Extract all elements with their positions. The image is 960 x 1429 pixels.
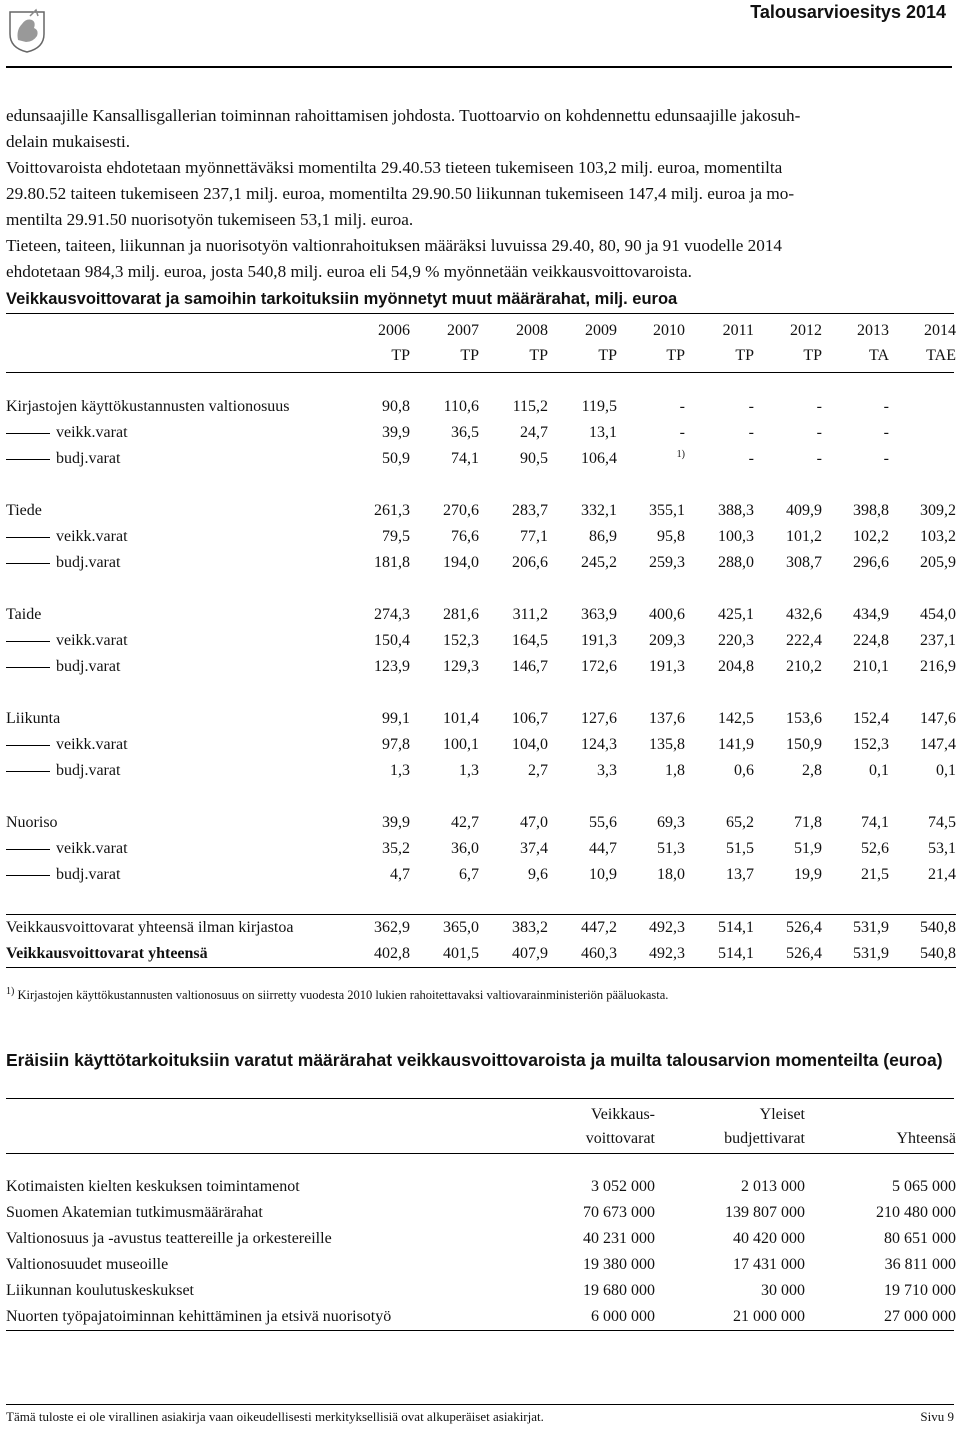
table-cell: 90,8 — [382, 398, 410, 415]
row-label — [6, 836, 361, 862]
table-cell: 281,6 — [443, 606, 479, 623]
table-cell: 40 420 000 — [733, 1230, 805, 1247]
table-cell: 210 480 000 — [876, 1204, 956, 1221]
em-dash-marker — [6, 771, 50, 772]
intro-text — [6, 103, 956, 285]
table-cell: 332,1 — [581, 502, 617, 519]
row-label — [6, 446, 361, 472]
table-cell: 18,0 — [657, 866, 685, 883]
table-cell: 103,2 — [920, 528, 956, 545]
row-label-text: budj.varat — [56, 762, 121, 779]
table-cell: - — [816, 450, 822, 467]
table-cell: 142,5 — [718, 710, 754, 727]
col-header-types: TP — [598, 346, 617, 364]
table-row — [6, 628, 956, 654]
table-cell: 99,1 — [382, 710, 410, 727]
table-row — [6, 810, 956, 836]
col-header-types: TP — [666, 346, 685, 364]
table-cell: 115,2 — [512, 398, 548, 415]
table-cell: 129,3 — [443, 658, 479, 675]
row-label-text: Taide — [6, 606, 42, 623]
table-cell: 152,3 — [853, 736, 889, 753]
table-cell: 492,3 — [617, 941, 685, 968]
col-header-types: TP — [460, 346, 479, 364]
row-label — [6, 862, 361, 888]
table-cell: 460,3 — [548, 941, 617, 968]
table-cell: 19,9 — [794, 866, 822, 883]
table-cell: 86,9 — [589, 528, 617, 545]
table-cell: 17 431 000 — [733, 1256, 805, 1273]
table-cell: 6,7 — [459, 866, 479, 883]
col-header-years: 2010 — [653, 321, 685, 339]
footer-disclaimer: Tämä tuloste ei ole virallinen asiakirja vaan oikeudellisesti merkityksellisiä ovat alkuperäiset asiakirjat. — [6, 1409, 544, 1424]
em-dash-marker — [6, 667, 50, 668]
table-cell: 69,3 — [657, 814, 685, 831]
table-cell: 365,0 — [410, 915, 479, 942]
col-header-types: TP — [391, 346, 410, 364]
table-cell: 181,8 — [374, 554, 410, 571]
row-label — [6, 758, 361, 784]
table-cell: 152,3 — [443, 632, 479, 649]
table-cell: 0,1 — [869, 762, 889, 779]
table-cell: 150,9 — [786, 736, 822, 753]
table-cell: 400,6 — [649, 606, 685, 623]
table-cell: 51,3 — [657, 840, 685, 857]
col-header-years: 2011 — [722, 321, 754, 339]
table-cell: - — [816, 424, 822, 441]
table-cell — [617, 446, 685, 472]
document-title: Talousarvioesitys 2014 — [750, 2, 946, 22]
row-label-text: veikk.varat — [56, 632, 128, 649]
col-header-years: 2009 — [585, 321, 617, 339]
row-label — [6, 524, 361, 550]
table-cell: 526,4 — [754, 915, 822, 942]
table-cell: 540,8 — [889, 941, 956, 968]
table-cell: 39,9 — [382, 424, 410, 441]
table-cell: - — [883, 424, 889, 441]
table-cell: 2,7 — [528, 762, 548, 779]
table-cell: 5 065 000 — [892, 1178, 956, 1195]
table-cell: 309,2 — [920, 502, 956, 519]
table-cell: 44,7 — [589, 840, 617, 857]
table-cell: 79,5 — [382, 528, 410, 545]
table-row — [6, 654, 956, 680]
page-number: Sivu 9 — [920, 1409, 954, 1424]
table-cell: 100,3 — [718, 528, 754, 545]
table-cell: 21,5 — [861, 866, 889, 883]
table-cell: 53,1 — [928, 840, 956, 857]
table-cell: 52,6 — [861, 840, 889, 857]
footnote-ref: 1) — [676, 449, 685, 461]
table-cell: 123,9 — [374, 658, 410, 675]
table-cell: - — [883, 450, 889, 467]
row-label-text: Kirjastojen käyttökustannusten valtionosuus — [6, 398, 290, 415]
table-cell: 55,6 — [589, 814, 617, 831]
table-cell: - — [883, 398, 889, 415]
col-header-years: 2012 — [790, 321, 822, 339]
table1-footnote: $^{1)}$ Kirjastojen käyttökustannusten valtionosuus on siirretty vuodesta 2010 lukien rahoitettavaksi valtiovarainministeriön pääluokasta. — [6, 986, 669, 1003]
row-label — [6, 550, 361, 576]
row-label-text: Nuoriso — [6, 814, 58, 831]
table-row — [6, 706, 956, 732]
table-cell: 447,2 — [548, 915, 617, 942]
footer-divider — [6, 1404, 954, 1405]
table-cell: 206,6 — [512, 554, 548, 571]
row-label — [6, 810, 361, 836]
table-cell: 47,0 — [520, 814, 548, 831]
em-dash-marker — [6, 849, 50, 850]
row-label-text: veikk.varat — [56, 736, 128, 753]
table-row — [6, 524, 956, 550]
table-cell: 1,8 — [665, 762, 685, 779]
table2-bottom-rule — [6, 1330, 954, 1331]
table-cell: 222,4 — [786, 632, 822, 649]
row-label: Kotimaisten kielten keskuksen toimintamenot — [6, 1178, 300, 1195]
col-header-voittovarat: voittovarat — [585, 1130, 655, 1147]
row-label-text: budj.varat — [56, 866, 121, 883]
table-cell: 401,5 — [410, 941, 479, 968]
table-cell: 311,2 — [512, 606, 548, 623]
em-dash-marker — [6, 641, 50, 642]
table-cell: 95,8 — [657, 528, 685, 545]
table-cell: 106,4 — [581, 450, 617, 467]
table-cell: 21 000 000 — [733, 1308, 805, 1325]
col-header-types: TP — [803, 346, 822, 364]
table-cell: - — [748, 424, 754, 441]
row-label-text: Veikkausvoittovarat yhteensä — [6, 945, 208, 962]
row-label-text: Liikunta — [6, 710, 61, 727]
table-cell: 141,9 — [718, 736, 754, 753]
intro-paragraph-3: Tieteen, taiteen, liikunnan ja nuorisotyön valtionrahoituksen määräksi luvuissa 29.40, 80, 90 ja 91 vuodelle 2014 ehdotetaan 984,3 milj. euroa, josta 540,8 milj. euroa eli 54,9 % myönnetään veikkausvoittovaroista. — [6, 236, 783, 281]
table-cell: 398,8 — [853, 502, 889, 519]
table-cell: 104,0 — [512, 736, 548, 753]
table-cell: 526,4 — [754, 941, 822, 968]
table-row — [6, 1226, 956, 1252]
table-row — [6, 420, 956, 446]
table-cell: 540,8 — [889, 915, 956, 942]
table-cell: 210,1 — [853, 658, 889, 675]
col-header-yleiset: Yleiset — [759, 1106, 805, 1123]
table-cell: - — [748, 398, 754, 415]
table-cell: 36,5 — [451, 424, 479, 441]
col-header-types: TAE — [926, 346, 956, 364]
table-cell: - — [679, 424, 685, 441]
table-cell: 432,6 — [786, 606, 822, 623]
row-label-text: budj.varat — [56, 450, 121, 467]
table-cell: 51,5 — [726, 840, 754, 857]
table-cell: 3 052 000 — [591, 1178, 655, 1195]
table-cell: 296,6 — [853, 554, 889, 571]
table-cell: 2,8 — [802, 762, 822, 779]
row-label: Suomen Akatemian tutkimusmäärärahat — [6, 1204, 263, 1221]
table-cell — [889, 420, 956, 446]
table-cell: 36,0 — [451, 840, 479, 857]
em-dash-marker — [6, 563, 50, 564]
table-cell: 205,9 — [920, 554, 956, 571]
table-cell: 4,7 — [390, 866, 410, 883]
table-cell: - — [748, 450, 754, 467]
table-cell: 172,6 — [581, 658, 617, 675]
intro-paragraph-2: Voittovaroista ehdotetaan myönnettäväksi momentilta 29.40.53 tieteen tukemiseen 103,2 milj. euroa, momentilta 29.80.52 taiteen tukemiseen 237,1 milj. euroa, momentilta 29.90.50 liikunnan tukemiseen 147,4 milj. euroa ja mo- mentilta 29.91.50 nuorisotyön tukemiseen 53,1 milj. euroa. — [6, 158, 795, 229]
table-cell: 19 680 000 — [583, 1282, 655, 1299]
table-cell: 531,9 — [822, 941, 889, 968]
table-cell: 259,3 — [649, 554, 685, 571]
table-cell: 110,6 — [443, 398, 479, 415]
table-cell: 40 231 000 — [583, 1230, 655, 1247]
table-cell — [889, 394, 956, 420]
table-cell: 100,1 — [443, 736, 479, 753]
table-cell: 191,3 — [649, 658, 685, 675]
table-cell: 10,9 — [589, 866, 617, 883]
table-cell: - — [816, 398, 822, 415]
header-divider — [6, 66, 952, 68]
table-cell: 402,8 — [361, 941, 410, 968]
spacer-row — [6, 680, 956, 706]
table-cell: 0,6 — [734, 762, 754, 779]
table-cell: 3,3 — [597, 762, 617, 779]
table-cell: 19 380 000 — [583, 1256, 655, 1273]
table-cell: 383,2 — [479, 915, 548, 942]
table-cell: 531,9 — [822, 915, 889, 942]
table-cell: 283,7 — [512, 502, 548, 519]
table-cell: 36 811 000 — [884, 1256, 956, 1273]
spacer-row — [6, 784, 956, 810]
table-row — [6, 602, 956, 628]
table-cell: 6 000 000 — [591, 1308, 655, 1325]
table-cell: 146,7 — [512, 658, 548, 675]
table-cell: 147,4 — [920, 736, 956, 753]
table1-header-years — [6, 318, 956, 343]
col-header-years: 2014 — [924, 321, 956, 339]
col-header-years: 2007 — [447, 321, 479, 339]
table-cell: 77,1 — [520, 528, 548, 545]
row-label: Valtionosuus ja -avustus teattereille ja orkestereille — [6, 1230, 332, 1247]
table-cell: 27 000 000 — [884, 1308, 956, 1325]
row-label-text: veikk.varat — [56, 528, 128, 545]
col-header-budjettivarat: budjettivarat — [724, 1130, 805, 1147]
col-header-years: 2008 — [516, 321, 548, 339]
table-cell: 13,1 — [589, 424, 617, 441]
table-cell: 362,9 — [361, 915, 410, 942]
table-cell: 191,3 — [581, 632, 617, 649]
spacer-row — [6, 1148, 956, 1174]
table-row — [6, 1278, 956, 1304]
table-cell: 434,9 — [853, 606, 889, 623]
row-label-text: budj.varat — [56, 658, 121, 675]
table-cell: 147,6 — [920, 710, 956, 727]
col-header-types: TA — [868, 346, 889, 364]
table-cell: 237,1 — [920, 632, 956, 649]
row-label: Valtionosuudet museoille — [6, 1256, 169, 1273]
table-cell: 51,9 — [794, 840, 822, 857]
lion-crest-logo — [6, 4, 48, 54]
table-cell: 13,7 — [726, 866, 754, 883]
table-cell: 164,5 — [512, 632, 548, 649]
table-cell: 0,1 — [936, 762, 956, 779]
row-label-text: veikk.varat — [56, 424, 128, 441]
table-cell: 454,0 — [920, 606, 956, 623]
appropriations-table — [6, 318, 956, 968]
table-cell: 135,8 — [649, 736, 685, 753]
row-label — [6, 706, 361, 732]
table-cell: 409,9 — [786, 502, 822, 519]
row-label-text: Tiede — [6, 502, 42, 519]
table-cell: 288,0 — [718, 554, 754, 571]
table-row — [6, 1304, 956, 1330]
table1-header-types — [6, 343, 956, 368]
table-cell: - — [679, 398, 685, 415]
table-cell: 1,3 — [390, 762, 410, 779]
table-cell: 245,2 — [581, 554, 617, 571]
table-cell: 270,6 — [443, 502, 479, 519]
table-cell: 76,6 — [451, 528, 479, 545]
row-label-text: veikk.varat — [56, 840, 128, 857]
row-label — [6, 941, 361, 968]
row-label — [6, 915, 361, 942]
table-cell: 74,1 — [451, 450, 479, 467]
row-label — [6, 394, 361, 420]
table-cell: 150,4 — [374, 632, 410, 649]
row-label-text: budj.varat — [56, 554, 121, 571]
table-cell: 492,3 — [617, 915, 685, 942]
table-cell: 90,5 — [520, 450, 548, 467]
table-row — [6, 1252, 956, 1278]
table-cell: 1,3 — [459, 762, 479, 779]
em-dash-marker — [6, 459, 50, 460]
table-cell: 71,8 — [794, 814, 822, 831]
row-label — [6, 654, 361, 680]
table-cell: 514,1 — [685, 915, 754, 942]
table-row — [6, 1200, 956, 1226]
row-label-text: Veikkausvoittovarat yhteensä ilman kirjastoa — [6, 919, 294, 936]
table-cell: 19 710 000 — [884, 1282, 956, 1299]
spacer-row — [6, 888, 956, 915]
table2-header-row-2 — [6, 1124, 956, 1148]
table-cell: 42,7 — [451, 814, 479, 831]
table2-header-row-1 — [6, 1100, 956, 1124]
table-cell: 139 807 000 — [725, 1204, 805, 1221]
table-cell: 127,6 — [581, 710, 617, 727]
row-label: Liikunnan koulutuskeskukset — [6, 1282, 194, 1299]
table-cell: 153,6 — [786, 710, 822, 727]
table-cell: 220,3 — [718, 632, 754, 649]
col-header-types: TP — [735, 346, 754, 364]
spacer-row — [6, 576, 956, 602]
spacer-row — [6, 472, 956, 498]
table-cell: 119,5 — [581, 398, 617, 415]
table-row — [6, 862, 956, 888]
table-cell: 35,2 — [382, 840, 410, 857]
table-cell: 152,4 — [853, 710, 889, 727]
row-label — [6, 732, 361, 758]
table-cell: 37,4 — [520, 840, 548, 857]
table-cell: 194,0 — [443, 554, 479, 571]
table-row — [6, 550, 956, 576]
table-row — [6, 446, 956, 472]
table-cell: 50,9 — [382, 450, 410, 467]
table-cell: 65,2 — [726, 814, 754, 831]
table1-title: Veikkausvoittovarat ja samoihin tarkoituksiin myönnetyt muut määrärahat, milj. euroa — [6, 290, 678, 308]
col-header-yhteensa: Yhteensä — [896, 1130, 956, 1147]
table-cell: 209,3 — [649, 632, 685, 649]
col-header-types: TP — [529, 346, 548, 364]
table-cell: 210,2 — [786, 658, 822, 675]
row-label — [6, 628, 361, 654]
table-cell: 308,7 — [786, 554, 822, 571]
table-row — [6, 1174, 956, 1200]
table-cell: 261,3 — [374, 502, 410, 519]
table-cell: 101,2 — [786, 528, 822, 545]
table-cell: 21,4 — [928, 866, 956, 883]
table-row — [6, 836, 956, 862]
table-row — [6, 498, 956, 524]
table-cell: 24,7 — [520, 424, 548, 441]
row-label — [6, 602, 361, 628]
table-cell: 39,9 — [382, 814, 410, 831]
earmarked-appropriations-table — [6, 1100, 956, 1330]
row-label: Nuorten työpajatoiminnan kehittäminen ja etsivä nuorisotyö — [6, 1308, 392, 1325]
table-cell: 425,1 — [718, 606, 754, 623]
em-dash-marker — [6, 745, 50, 746]
table-cell: 388,3 — [718, 502, 754, 519]
table-cell: 224,8 — [853, 632, 889, 649]
table-cell: 355,1 — [649, 502, 685, 519]
em-dash-marker — [6, 433, 50, 434]
table2-title: Eräisiin käyttötarkoituksiin varatut määrärahat veikkausvoittovaroista ja muilta talousarvion momenteilta (euroa) — [6, 1050, 943, 1070]
table-cell — [889, 446, 956, 472]
table-row — [6, 732, 956, 758]
table-cell: 74,5 — [928, 814, 956, 831]
table-cell: 80 651 000 — [884, 1230, 956, 1247]
table-cell: 101,4 — [443, 710, 479, 727]
table-cell: 74,1 — [861, 814, 889, 831]
table-cell: 274,3 — [374, 606, 410, 623]
col-header-years: 2013 — [857, 321, 889, 339]
table-cell: 30 000 — [761, 1282, 805, 1299]
table-cell: 102,2 — [853, 528, 889, 545]
spacer-row — [6, 368, 956, 394]
table-cell: 97,8 — [382, 736, 410, 753]
table1-top-rule — [6, 313, 954, 314]
table-row — [6, 941, 956, 968]
table-cell: 407,9 — [479, 941, 548, 968]
col-header-veikkaus: Veikkaus- — [591, 1106, 655, 1123]
table-cell: 514,1 — [685, 941, 754, 968]
row-label — [6, 420, 361, 446]
table-cell: 204,8 — [718, 658, 754, 675]
table-row — [6, 394, 956, 420]
col-header-years: 2006 — [378, 321, 410, 339]
table-cell: 2 013 000 — [741, 1178, 805, 1195]
table-cell: 216,9 — [920, 658, 956, 675]
intro-paragraph-1: edunsaajille Kansallisgallerian toiminnan rahoittamisen johdosta. Tuottoarvio on kohdennettu edunsaajille jakosuh- delain mukaisesti. — [6, 106, 801, 151]
table-cell: 106,7 — [512, 710, 548, 727]
table-cell: 137,6 — [649, 710, 685, 727]
table2-top-rule — [6, 1098, 954, 1099]
table-cell: 363,9 — [581, 606, 617, 623]
em-dash-marker — [6, 875, 50, 876]
table-cell: 70 673 000 — [583, 1204, 655, 1221]
table-row — [6, 915, 956, 942]
table-row — [6, 758, 956, 784]
row-label — [6, 498, 361, 524]
table-cell: 124,3 — [581, 736, 617, 753]
em-dash-marker — [6, 537, 50, 538]
table-cell: 9,6 — [528, 866, 548, 883]
